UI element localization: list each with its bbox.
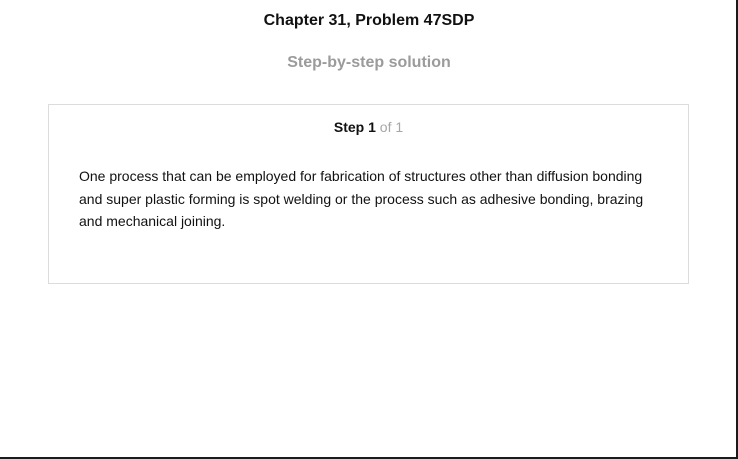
step-body-text: One process that can be employed for fabrication of structures other than diffusion bonding and super plastic forming is spot welding or the process such as adhesive bonding, brazing and mechanical joining. <box>79 168 644 229</box>
step-header <box>49 119 688 135</box>
step-count: of 1 <box>379 119 404 135</box>
chapter-title: Chapter 31, Problem 47SDP <box>263 12 475 29</box>
step-label: Step <box>333 119 365 135</box>
solution-subtitle: Step-by-step solution <box>287 54 451 71</box>
step-card <box>48 104 689 284</box>
step-number: 1 <box>368 119 376 135</box>
